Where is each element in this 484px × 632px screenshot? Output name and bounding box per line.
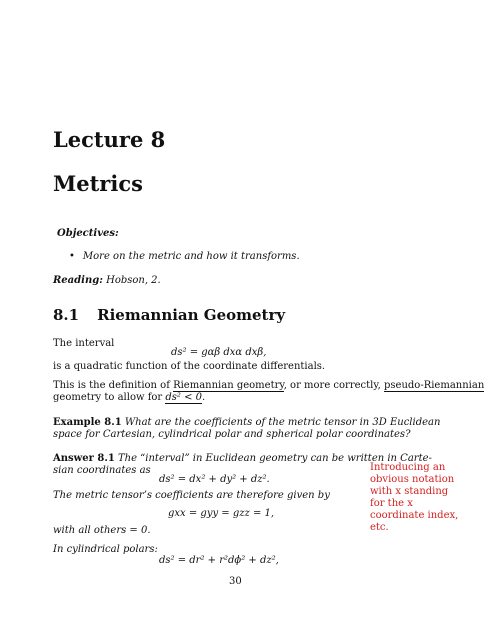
riemannian-geometry-link[interactable]: Riemannian geometry xyxy=(173,380,284,391)
cylindrical-equation: ds² = dr² + r²dϕ² + dz², xyxy=(159,555,279,566)
cartesian-equation: ds² = dx² + dy² + dz². xyxy=(159,474,270,485)
interval-equation: ds² = gαβ dxα dxβ, xyxy=(171,347,267,358)
bullet-icon: • xyxy=(69,251,75,262)
reading-label: Reading: xyxy=(53,275,103,286)
coefficients-text: The metric tensor’s coefficients are therefore given by xyxy=(53,490,330,501)
definition-text-a: This is the definition of xyxy=(53,380,174,391)
answer-text-1: The “interval” in Euclidean geometry can be written in Carte- xyxy=(117,453,432,464)
ds-negative-link[interactable]: ds² < 0 xyxy=(165,392,203,403)
objectives-item xyxy=(69,251,300,262)
pseudo-riemannian-link[interactable]: pseudo-Riemannian xyxy=(384,380,484,391)
section-number: 8.1 xyxy=(53,306,80,324)
objectives-item-text: More on the metric and how it transforms. xyxy=(82,251,300,262)
example-text-2: space for Cartesian, cylindrical polar and spherical polar coordinates? xyxy=(53,429,411,440)
section-title: Riemannian Geometry xyxy=(97,306,286,324)
example-text-1: What are the coefficients of the metric tensor in 3D Euclidean xyxy=(124,417,441,428)
example-label: Example 8.1 xyxy=(53,417,122,428)
page-number: 30 xyxy=(229,576,242,587)
answer-label: Answer 8.1 xyxy=(53,453,115,464)
definition-line2 xyxy=(53,392,205,403)
margin-note: Introducing an obvious notation with x standing for the x coordinate index, etc. xyxy=(370,462,459,533)
answer-text-2: sian coordinates as xyxy=(53,465,151,476)
others-text: with all others = 0. xyxy=(53,525,151,536)
metric-coeff-equation: gxx = gyy = gzz = 1, xyxy=(168,508,275,519)
definition-text-c: geometry to allow for xyxy=(53,392,166,403)
definition-line1 xyxy=(53,380,484,391)
interval-intro: The interval xyxy=(53,338,115,349)
definition-text-d: . xyxy=(202,392,206,403)
section-heading xyxy=(53,306,285,324)
quadratic-text: is a quadratic function of the coordinate differentials. xyxy=(53,361,326,372)
example-line1 xyxy=(53,417,440,428)
objectives-label: Objectives: xyxy=(57,228,119,239)
chapter-title: Metrics xyxy=(53,171,143,196)
lecture-title: Lecture 8 xyxy=(53,127,166,152)
reading-text: Hobson, 2. xyxy=(106,275,161,286)
cylindrical-intro: In cylindrical polars: xyxy=(53,544,158,555)
reading xyxy=(53,275,161,286)
definition-text-b: , or more correctly, xyxy=(283,380,385,391)
